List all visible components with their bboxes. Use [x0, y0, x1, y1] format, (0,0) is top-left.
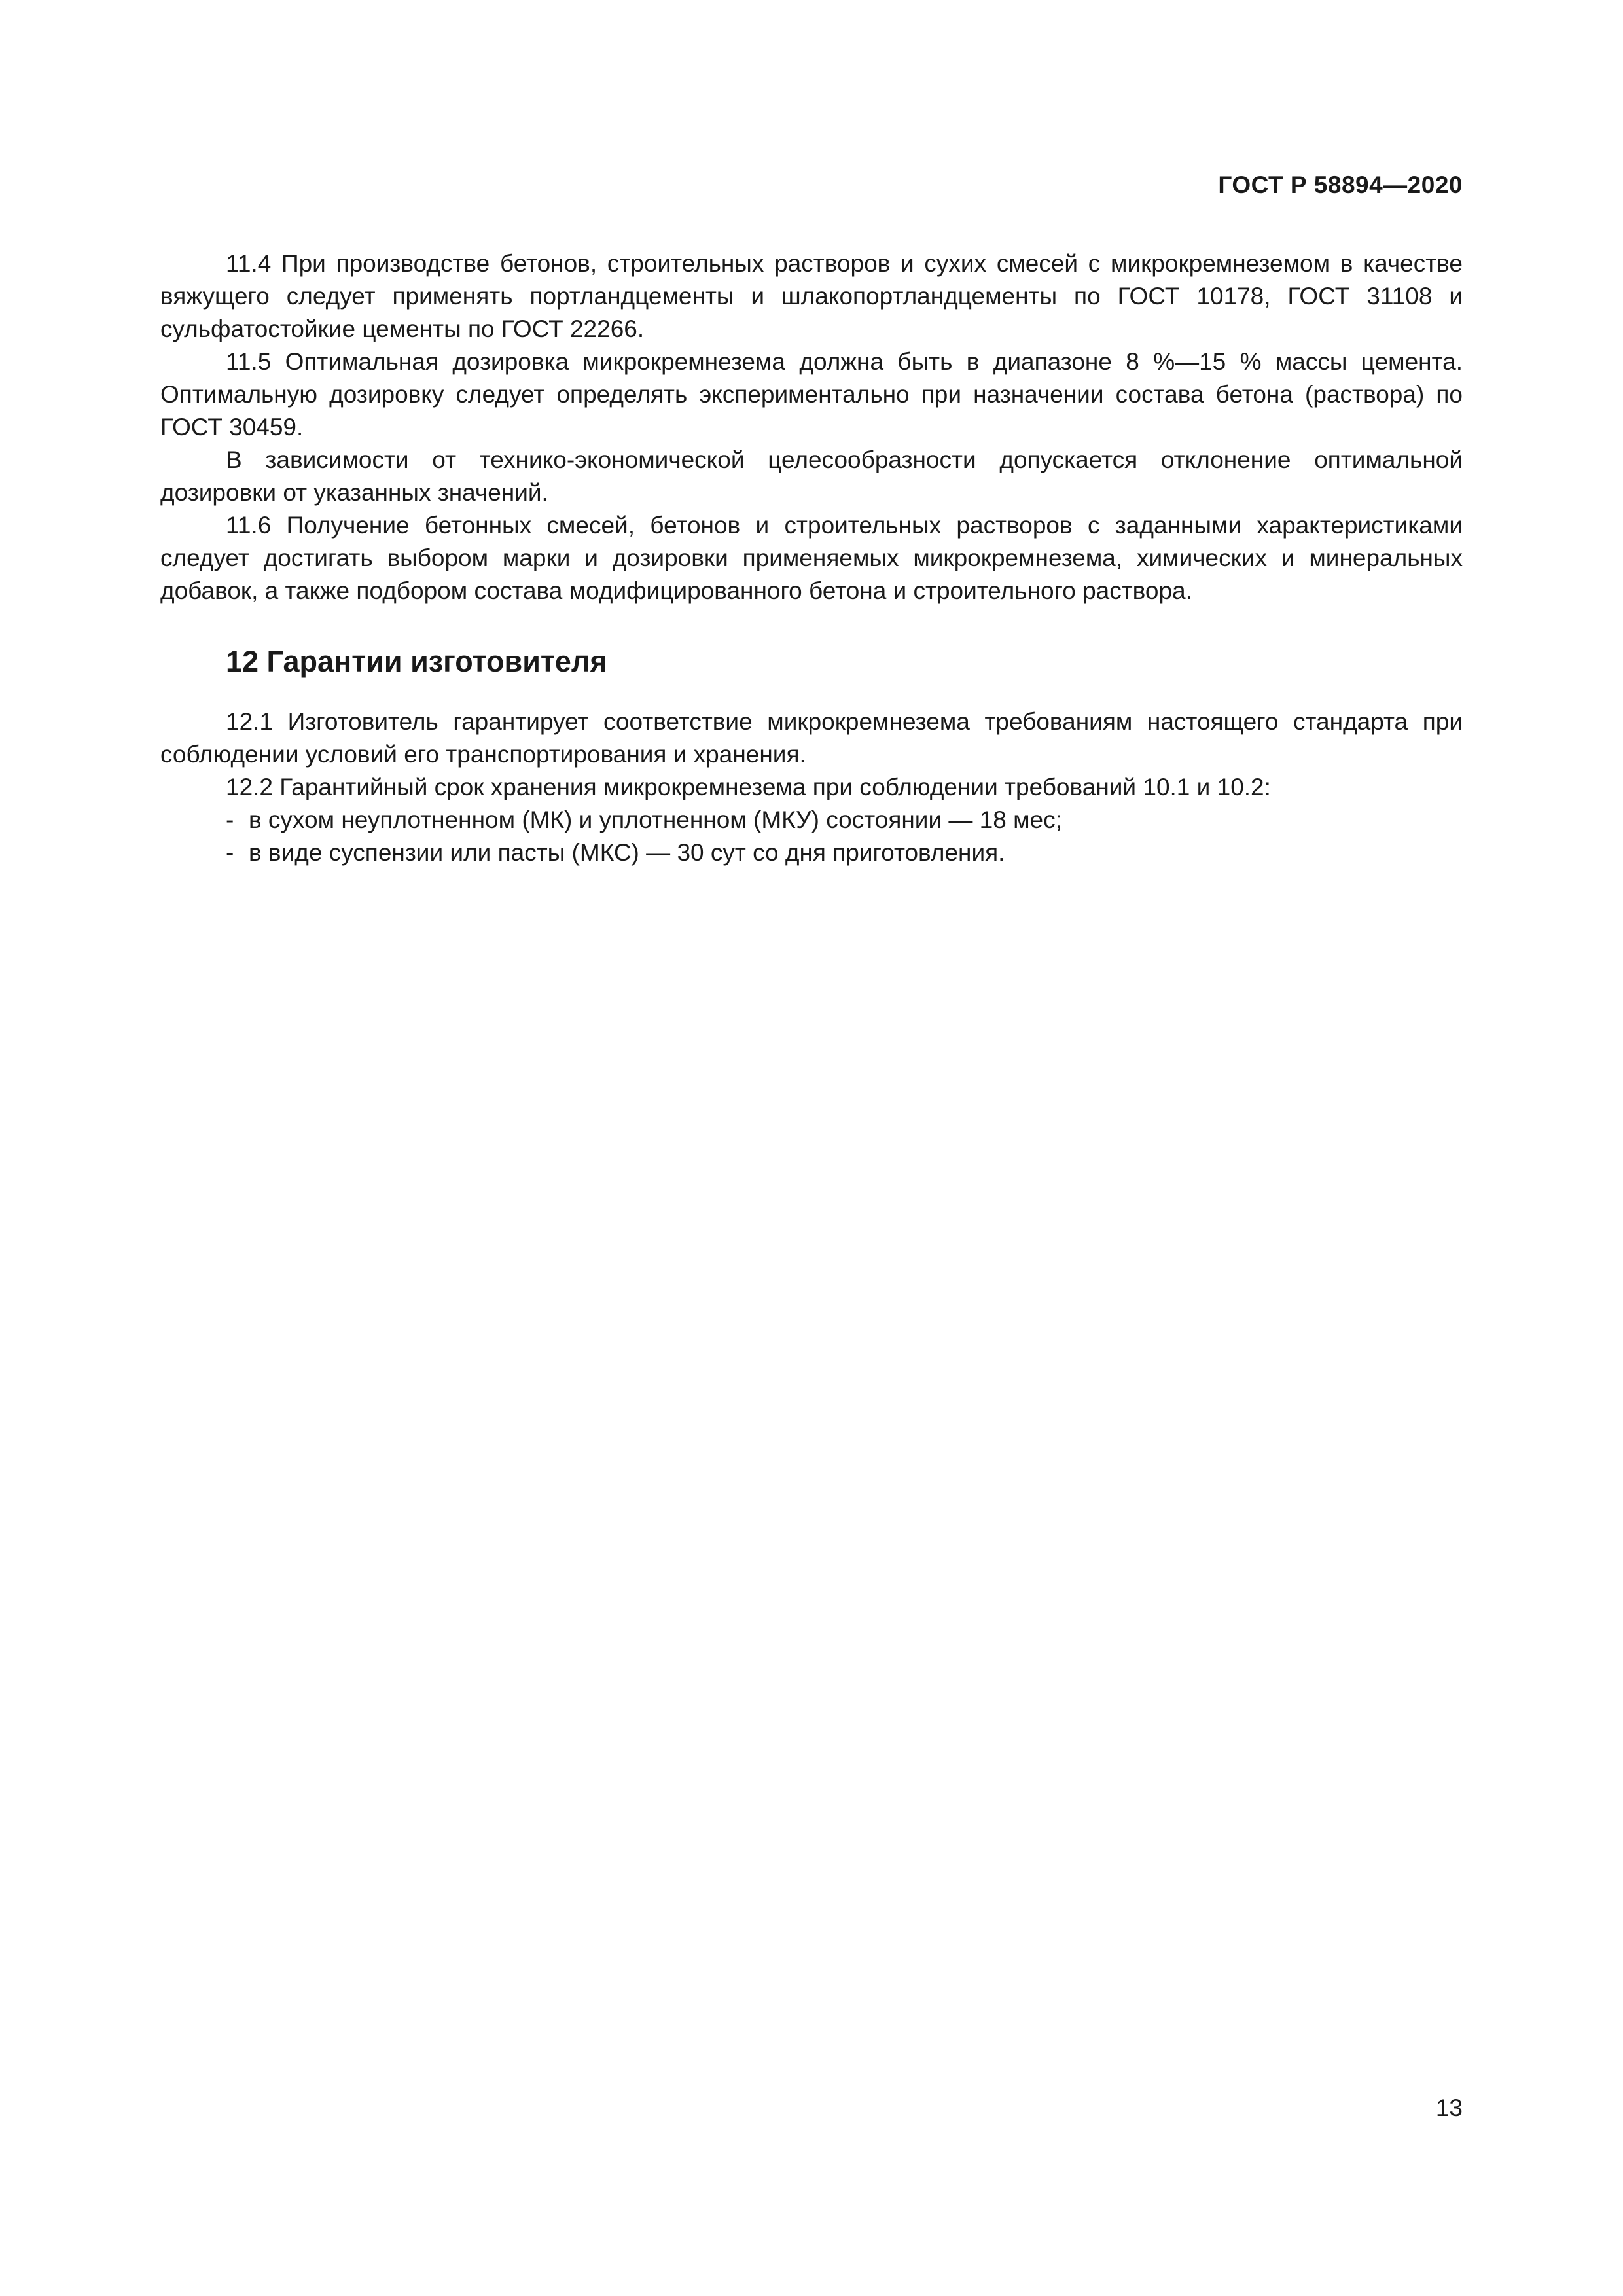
- list-item: [160, 804, 1463, 836]
- paragraph-11-5: 11.5 Оптимальная дозировка микрокремнезема должна быть в диапазоне 8 %—15 % массы цемента. Оптимальную дозировку следует определять экспериментально при назначении состава бетона (раствора) по ГОСТ 30459.: [160, 348, 1463, 440]
- list-dash: -: [226, 806, 234, 833]
- paragraph-11-6: 11.6 Получение бетонных смесей, бетонов и строительных растворов с заданными характеристиками следует достигать выбором марки и дозировки применяемых микрокремнезема, химических и минеральных добавок, а также подбором состава модифицированного бетона и строительного раствора.: [160, 512, 1463, 604]
- list-item-text: в виде суспензии или пасты (МКС) — 30 сут со дня приготовления.: [249, 839, 1005, 866]
- paragraph-12-1: 12.1 Изготовитель гарантирует соответствие микрокремнезема требованиям настоящего стандарта при соблюдении условий его транспортирования и хранения.: [160, 708, 1463, 768]
- paragraph-11-4: 11.4 При производстве бетонов, строительных растворов и сухих смесей с микрокремнеземом в качестве вяжущего следует применять портландцементы и шлакопортландцементы по ГОСТ 10178, ГОСТ 31108 и сульфатостойкие цементы по ГОСТ 22266.: [160, 250, 1463, 342]
- list-dash: -: [226, 839, 234, 866]
- section-11-body: [160, 247, 1463, 607]
- paragraph-12-2: 12.2 Гарантийный срок хранения микрокремнезема при соблюдении требований 10.1 и 10.2:: [226, 774, 1271, 800]
- section-12-heading: 12 Гарантии изготовителя: [226, 645, 607, 678]
- list-item: [160, 836, 1463, 869]
- list-item-text: в сухом неуплотненном (МК) и уплотненном (МКУ) состоянии — 18 мес;: [249, 806, 1062, 833]
- storage-term-list: [160, 804, 1463, 869]
- section-12-body: [160, 706, 1463, 869]
- paragraph-11-5-note: В зависимости от технико-экономической целесообразности допускается отклонение оптимальной дозировки от указанных значений.: [160, 446, 1463, 506]
- document-code-header: ГОСТ Р 58894—2020: [1218, 171, 1463, 198]
- page-number: 13: [1435, 2094, 1463, 2121]
